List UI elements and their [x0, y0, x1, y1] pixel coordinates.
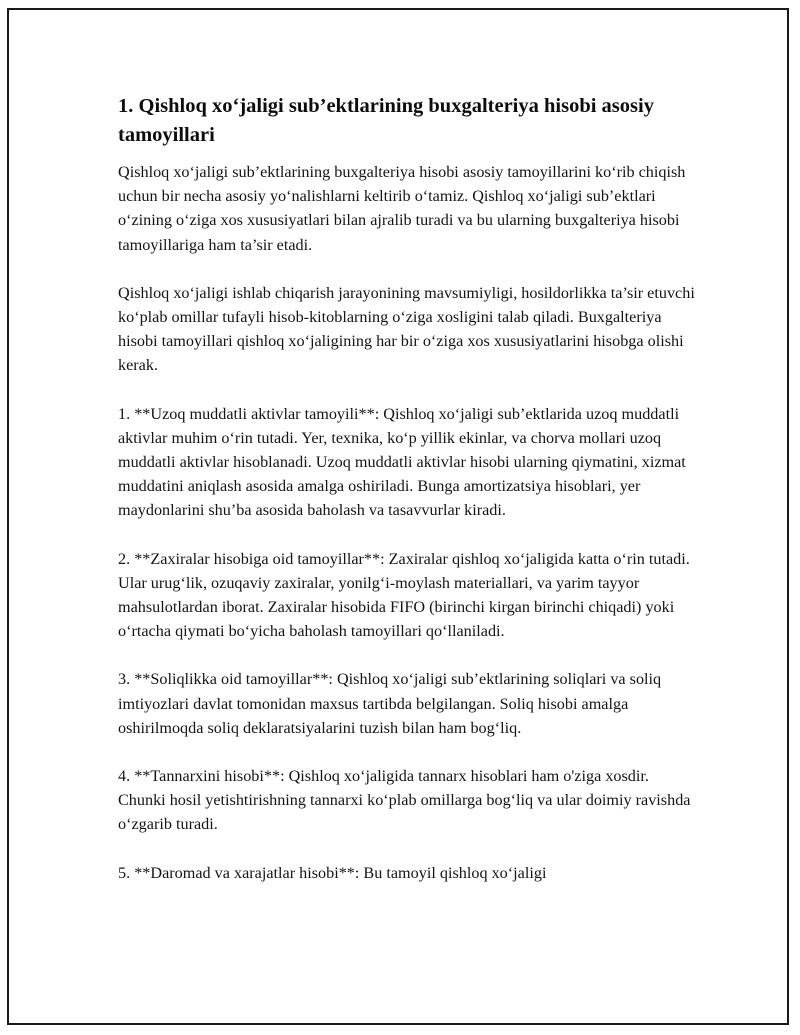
paragraph-taxation: 3. **Soliqlikka oid tamoyillar**: Qishloq xo‘jaligi sub’ektlarining soliqlari va soliq imtiyozlari davlat tomonidan maxsus tartibda belgilangan. Soliq hisobi amalga oshirilmoqda soliq deklaratsiyalarini tuzish bilan ham bog‘liq.: [118, 670, 662, 737]
paragraph-seasonality: Qishloq xo‘jaligi ishlab chiqarish jarayonining mavsumiyligi, hosildorlikka ta’sir etuvchi ko‘plab omillar tufayli hisob-kitoblarning o‘ziga xosligini talab qiladi. Buxgalteriya hisobi tamoyillari qishloq xo‘jaligining har bir o‘ziga xos xususiyatlarini hisobga olishi kerak.: [118, 283, 695, 375]
document-body: [118, 92, 698, 909]
paragraph-income-expenses: 5. **Daromad va xarajatlar hisobi**: Bu tamoyil qishloq xo‘jaligi: [118, 863, 547, 882]
paragraph-inventory: 2. **Zaxiralar hisobiga oid tamoyillar**: Zaxiralar qishloq xo‘jaligida katta o‘rin tutadi. Ular urug‘lik, ozuqaviy zaxiralar, yonilg‘i-moylash materiallari, va yarim tayyor mahsulotlardan iborat. Zaxiralar hisobida FIFO (birinchi kirgan birinchi chiqadi) yoki o‘rtacha qiymati bo‘yicha baholash tamoyillari qo‘llaniladi.: [118, 549, 690, 641]
paragraph-intro: Qishloq xo‘jaligi sub’ektlarining buxgalteriya hisobi asosiy tamoyillarini ko‘rib chiqish uchun bir necha asosiy yo‘nalishlarni keltirib o‘tamiz. Qishloq xo‘jaligi sub’ektlari o‘zining o‘ziga xos xususiyatlari bilan ajralib turadi va bu ularning buxgalteriya hisobi tamoyillariga ham ta’sir etadi.: [118, 163, 686, 254]
document-title: 1. Qishloq xo‘jaligi sub’ektlarining buxgalteriya hisobi asosiy tamoyillari: [118, 95, 654, 146]
paragraph-cost: 4. **Tannarxini hisobi**: Qishloq xo‘jaligida tannarx hisoblari ham o'ziga xosdir. Chunki hosil yetishtirishning tannarxi ko‘plab omillarga bog‘liq va ular doimiy ravishda o‘zgarib turadi.: [118, 767, 691, 834]
paragraph-long-term-assets: 1. **Uzoq muddatli aktivlar tamoyili**: Qishloq xo‘jaligi sub’ektlarida uzoq muddatli aktivlar muhim o‘rin tutadi. Yer, texnika, ko‘p yillik ekinlar, va chorva mollari uzoq muddatli aktivlar hisoblanadi. Uzoq muddatli aktivlar hisobi ularning qiymatini, xizmat muddatini aniqlash asosida amalga oshiriladi. Bunga amortizatsiya hisoblari, yer maydonlarini shu’ba asosida baholash va tasavvurlar kiradi.: [118, 404, 686, 520]
